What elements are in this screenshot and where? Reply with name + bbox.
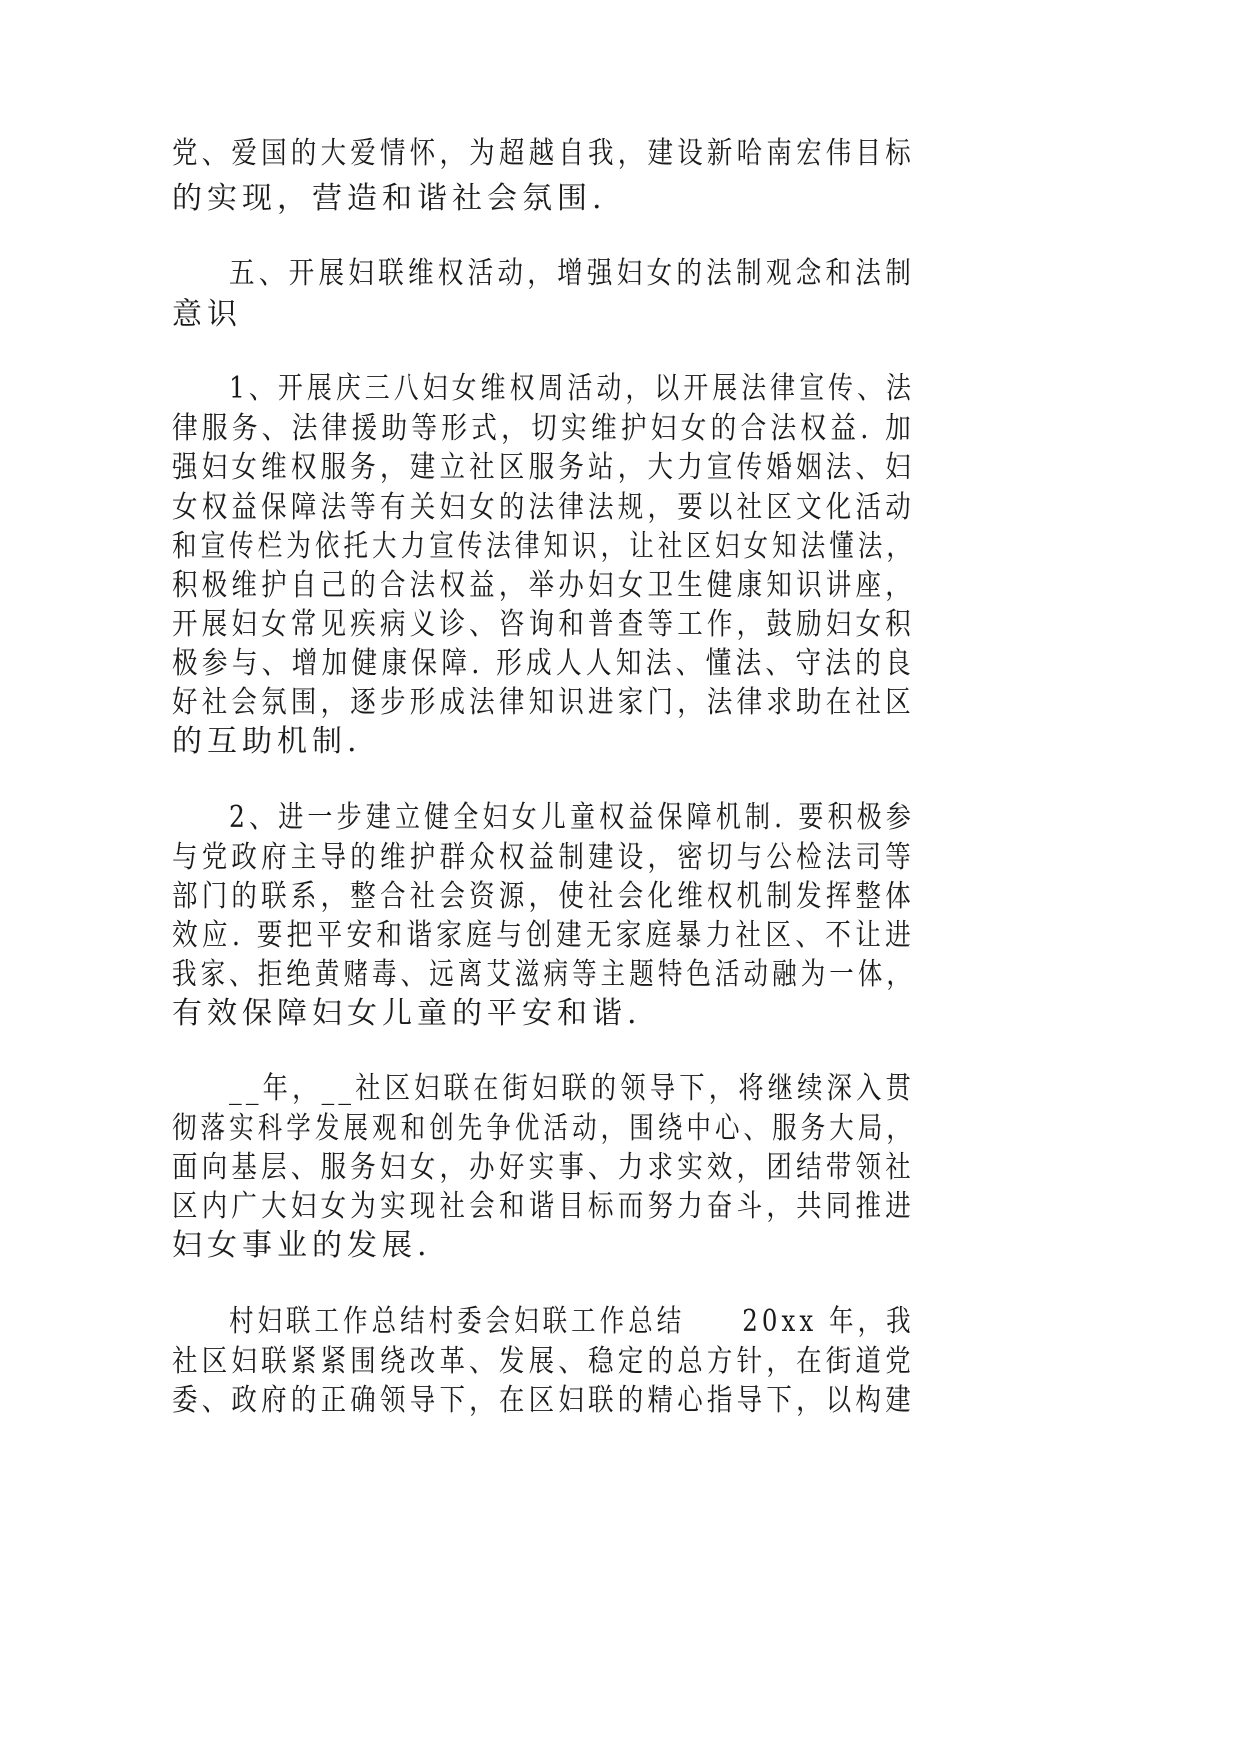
text-line: 律服务、法律援助等形式，切实维护妇女的合法权益. 加 bbox=[172, 411, 916, 446]
text-line: 积极维护自己的合法权益，举办妇女卫生健康知识讲座， bbox=[172, 568, 915, 603]
text-line: 和宣传栏为依托大力宣传法律知识，让社区妇女知法懂法， bbox=[172, 529, 916, 564]
text-line: 党、爱国的大爱情怀，为超越自我，建设新哈南宏伟目标 bbox=[172, 136, 915, 171]
text-line: 妇女事业的发展. bbox=[172, 1228, 432, 1263]
text-line: 开展妇女常见疾病义诊、咨询和普查等工作，鼓励妇女积 bbox=[172, 607, 915, 642]
text-line: 部门的联系，整合社会资源，使社会化维权机制发挥整体 bbox=[172, 879, 915, 914]
text-line: 社区妇联紧紧围绕改革、发展、稳定的总方针，在街道党 bbox=[172, 1344, 915, 1379]
text-line: 1、开展庆三八妇女维权周活动，以开展法律宣传、法 bbox=[229, 371, 916, 406]
text-line: 效应. 要把平安和谐家庭与创建无家庭暴力社区、不让进 bbox=[172, 918, 916, 953]
text-line: 我家、拒绝黄赌毒、远离艾滋病等主题特色活动融为一体， bbox=[172, 957, 916, 992]
text-line: 有效保障妇女儿童的平安和谐. bbox=[172, 996, 642, 1031]
text-line: 极参与、增加健康保障. 形成人人知法、懂法、守法的良 bbox=[172, 646, 916, 681]
text-line: 区内广大妇女为实现社会和谐目标而努力奋斗，共同推进 bbox=[172, 1189, 915, 1224]
text-line: 的互助机制. bbox=[172, 724, 362, 759]
text-line: 好社会氛围，逐步形成法律知识进家门，法律求助在社区 bbox=[172, 685, 915, 720]
text-line: 女权益保障法等有关妇女的法律法规，要以社区文化活动 bbox=[172, 490, 915, 525]
text-line: 2、进一步建立健全妇女儿童权益保障机制. 要积极参 bbox=[229, 800, 916, 835]
text-line: 村妇联工作总结村委会妇联工作总结 20xx 年，我 bbox=[229, 1304, 915, 1339]
text-line: 五、开展妇联维权活动，增强妇女的法制观念和法制 bbox=[229, 256, 916, 291]
text-line: __年，__社区妇联在街妇联的领导下，将继续深入贯 bbox=[229, 1071, 915, 1106]
text-line: 强妇女维权服务，建立社区服务站，大力宣传婚姻法、妇 bbox=[172, 450, 915, 485]
text-line: 意识 bbox=[172, 297, 242, 332]
text-line: 彻落实科学发展观和创先争优活动，围绕中心、服务大局， bbox=[172, 1111, 916, 1146]
text-line: 的实现，营造和谐社会氛围. bbox=[172, 181, 607, 216]
text-line: 与党政府主导的维护群众权益制建设，密切与公检法司等 bbox=[172, 840, 915, 875]
text-line: 面向基层、服务妇女，办好实事、力求实效，团结带领社 bbox=[172, 1150, 915, 1185]
text-line: 委、政府的正确领导下，在区妇联的精心指导下，以构建 bbox=[172, 1383, 915, 1418]
